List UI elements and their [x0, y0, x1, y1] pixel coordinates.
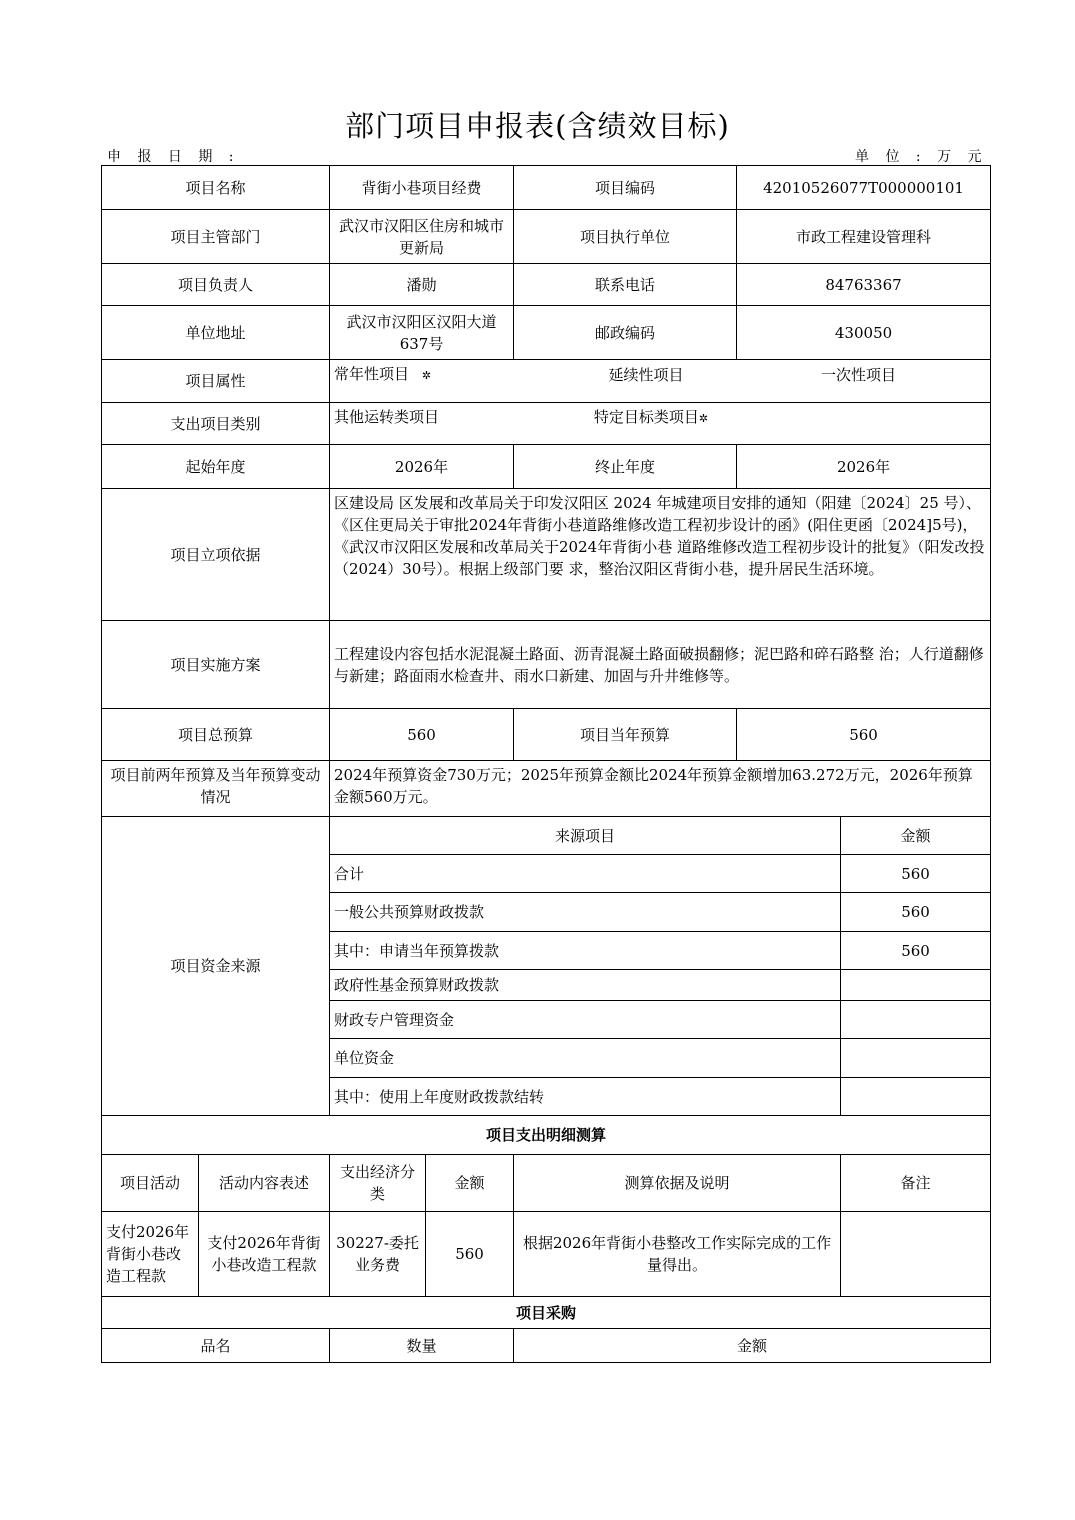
row-budget — [102, 709, 991, 761]
row-attribute — [102, 360, 991, 403]
row-years — [102, 445, 991, 489]
postcode-label: 邮政编码 — [514, 306, 737, 360]
leader-label: 项目负责人 — [102, 264, 330, 306]
row-budget-change — [102, 761, 991, 817]
budget-change-value: 2024年预算资金730万元；2025年预算金额比2024年预算金额增加63.272万元，2026年预算金额560万元。 — [330, 761, 991, 817]
funding-col-source: 来源项目 — [330, 817, 841, 855]
executing-unit-value: 市政工程建设管理科 — [737, 210, 991, 264]
funding-row-name: 财政专户管理资金 — [330, 1001, 841, 1039]
phone-label: 联系电话 — [514, 264, 737, 306]
project-code-value: 42010526077T000000101 — [737, 166, 991, 210]
row-address — [102, 306, 991, 360]
funding-row-name: 一般公共预算财政拨款 — [330, 893, 841, 932]
department-value: 武汉市汉阳区住房和城市更新局 — [330, 210, 514, 264]
procurement-header-row — [102, 1329, 991, 1363]
expense-col-econ: 支出经济分类 — [330, 1155, 426, 1212]
funding-row-amount — [841, 1001, 991, 1039]
gear-icon: ✲ — [421, 369, 432, 382]
department-label: 项目主管部门 — [102, 210, 330, 264]
phone-value: 84763367 — [737, 264, 991, 306]
basis-label: 项目立项依据 — [102, 489, 330, 621]
attribute-options — [330, 360, 991, 403]
row-category — [102, 403, 991, 445]
project-form-table — [101, 165, 991, 1363]
procurement-section-row — [102, 1297, 991, 1329]
funding-col-amount: 金额 — [841, 817, 991, 855]
plan-value: 工程建设内容包括水泥混凝土路面、沥青混凝土路面破损翻修；泥巴路和碎石路整 治；人行道翻修与新建；路面雨水检查井、雨水口新建、加固与升井维修等。 — [330, 621, 991, 709]
leader-value: 潘勋 — [330, 264, 514, 306]
start-year-value: 2026年 — [330, 445, 514, 489]
total-budget-label: 项目总预算 — [102, 709, 330, 761]
procurement-col-item: 品名 — [102, 1329, 330, 1363]
expense-section-title: 项目支出明细测算 — [102, 1116, 991, 1155]
funding-row-amount: 560 — [841, 893, 991, 932]
funding-header-row — [102, 817, 991, 855]
funding-row-amount — [841, 970, 991, 1001]
project-name-label: 项目名称 — [102, 166, 330, 210]
executing-unit-label: 项目执行单位 — [514, 210, 737, 264]
funding-source-label: 项目资金来源 — [102, 817, 330, 1116]
row-leader — [102, 264, 991, 306]
expense-col-basis: 测算依据及说明 — [514, 1155, 841, 1212]
row-plan — [102, 621, 991, 709]
category-options — [330, 403, 991, 445]
expense-econ: 30227-委托业务费 — [330, 1212, 426, 1297]
expense-col-activity: 项目活动 — [102, 1155, 199, 1212]
end-year-value: 2026年 — [737, 445, 991, 489]
expense-note — [841, 1212, 991, 1297]
expense-amount: 560 — [426, 1212, 514, 1297]
funding-row-name: 其中：使用上年度财政拨款结转 — [330, 1078, 841, 1116]
procurement-col-qty: 数量 — [330, 1329, 514, 1363]
attribute-option-annual[interactable] — [334, 363, 431, 387]
year-budget-value: 560 — [737, 709, 991, 761]
funding-row-name: 其中：申请当年预算拨款 — [330, 932, 841, 970]
attribute-label: 项目属性 — [102, 360, 330, 403]
expense-row — [102, 1212, 991, 1297]
attribute-option-annual-label: 常年性项目 — [334, 365, 410, 383]
address-label: 单位地址 — [102, 306, 330, 360]
funding-row-amount — [841, 1078, 991, 1116]
category-label: 支出项目类别 — [102, 403, 330, 445]
procurement-col-amount: 金额 — [514, 1329, 991, 1363]
expense-col-amount: 金额 — [426, 1155, 514, 1212]
funding-row-amount: 560 — [841, 855, 991, 893]
row-project-name — [102, 166, 991, 210]
gear-icon: ✲ — [698, 412, 709, 425]
end-year-label: 终止年度 — [514, 445, 737, 489]
report-date-label: 申 报 日 期 : — [107, 149, 240, 165]
category-option-specific[interactable] — [594, 408, 708, 426]
project-code-label: 项目编码 — [514, 166, 737, 210]
total-budget-value: 560 — [330, 709, 514, 761]
basis-value: 区建设局 区发展和改革局关于印发汉阳区 2024 年城建项目安排的通知（阳建〔2024〕25 号）、《区住更局关于审批2024年背街小巷道路维修改造工程初步设计的函》(阳住更函〔2024]5号)，《武汉市汉阳区发展和改革局关于2024年背街小巷 道路维修改造工程初步设计的批复》（阳发改投（2024）30号）。根据上级部门要 求，整治汉阳区背街小巷，提升居民生活环境。 — [330, 489, 991, 621]
address-value: 武汉市汉阳区汉阳大道637号 — [330, 306, 514, 360]
expense-header-row — [102, 1155, 991, 1212]
funding-row-name: 政府性基金预算财政拨款 — [330, 970, 841, 1001]
start-year-label: 起始年度 — [102, 445, 330, 489]
expense-col-note: 备注 — [841, 1155, 991, 1212]
expense-desc: 支付2026年背街小巷改造工程款 — [199, 1212, 330, 1297]
attribute-option-onetime[interactable]: 一次性项目 — [821, 366, 897, 384]
page-title: 部门项目申报表(含绩效目标) — [345, 109, 730, 143]
attribute-option-continuing[interactable]: 延续性项目 — [608, 366, 684, 384]
expense-col-desc: 活动内容表述 — [199, 1155, 330, 1212]
unit-label: 单 位 : 万 元 — [855, 149, 988, 165]
expense-section-row — [102, 1116, 991, 1155]
procurement-section-title: 项目采购 — [102, 1297, 991, 1329]
plan-label: 项目实施方案 — [102, 621, 330, 709]
funding-row-amount: 560 — [841, 932, 991, 970]
expense-basis: 根据2026年背街小巷整改工作实际完成的工作量得出。 — [514, 1212, 841, 1297]
funding-row-amount — [841, 1039, 991, 1078]
funding-row-name: 单位资金 — [330, 1039, 841, 1078]
row-department — [102, 210, 991, 264]
year-budget-label: 项目当年预算 — [514, 709, 737, 761]
category-option-other[interactable]: 其他运转类项目 — [334, 408, 440, 426]
row-basis — [102, 489, 991, 621]
category-option-specific-label: 特定目标类项目 — [593, 408, 699, 426]
funding-row-name: 合计 — [330, 855, 841, 893]
project-name-value: 背街小巷项目经费 — [330, 166, 514, 210]
postcode-value: 430050 — [737, 306, 991, 360]
budget-change-label: 项目前两年预算及当年预算变动情况 — [102, 761, 330, 817]
expense-activity: 支付2026年背街小巷改造工程款 — [102, 1212, 199, 1297]
